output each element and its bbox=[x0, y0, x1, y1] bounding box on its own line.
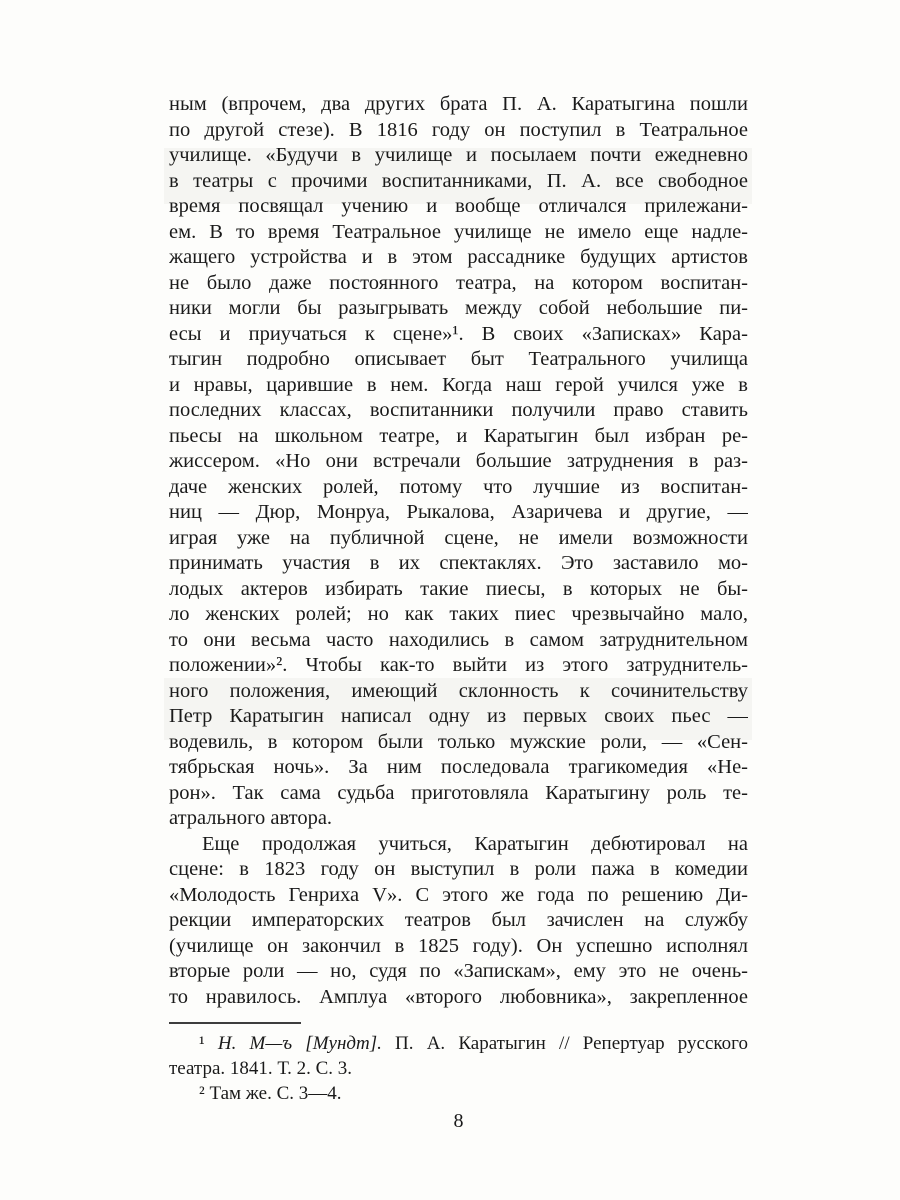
text-line: есы и приучаться к сцене»¹. В своих «Записках» Кара- bbox=[169, 322, 748, 345]
text-line: не было даже постоянного театра, на котором воспитан- bbox=[169, 271, 748, 294]
text-line: и нравы, царившие в нем. Когда наш герой учился уже в bbox=[169, 373, 748, 396]
footnote-text: театра. 1841. Т. 2. С. 3. bbox=[169, 1058, 353, 1079]
text-line: в театры с прочими воспитанниками, П. А. все свободное bbox=[169, 169, 748, 192]
text-line: училище. «Будучи в училище и посылаем почти ежедневно bbox=[169, 144, 748, 166]
page-number: 8 bbox=[453, 1110, 464, 1132]
footnotes bbox=[169, 1031, 748, 1106]
text-line: вторые роли — но, судя по «Запискам», ему это не очень- bbox=[169, 960, 748, 982]
text-line: жащего устройства и в этом рассаднике будущих артистов bbox=[169, 246, 748, 268]
text-line: жиссером. «Но они встречали большие затруднения в раз- bbox=[169, 450, 748, 472]
body-paragraphs bbox=[169, 92, 748, 1010]
text-line: положении»². Чтобы как-то выйти из этого затруднитель- bbox=[169, 654, 748, 676]
text-line: тыгин подробно описывает быт Театрального училища bbox=[169, 348, 748, 370]
footnote-text: ² Там же. С. 3—4. bbox=[199, 1083, 342, 1104]
footnote-text: П. А. Каратыгин // Репертуар русского bbox=[381, 1033, 748, 1054]
text-block bbox=[169, 92, 748, 1106]
text-line: пьесы на школьном театре, и Каратыгин был избран ре- bbox=[169, 424, 748, 447]
paragraph bbox=[169, 92, 748, 832]
text-line: принимать участия в их спектаклях. Это заставило мо- bbox=[169, 552, 748, 574]
footnote-line bbox=[169, 1056, 748, 1081]
text-line: даче женских ролей, потому что лучшие из воспитан- bbox=[169, 475, 748, 498]
footnote-item bbox=[169, 1031, 748, 1081]
footnote-line bbox=[169, 1081, 748, 1106]
text-line: ниц — Дюр, Монруа, Рыкалова, Азаричева и другие, — bbox=[169, 501, 748, 523]
text-line: «Молодость Генриха V». С этого же года по решению Ди- bbox=[169, 883, 748, 906]
footnote-divider bbox=[169, 1022, 301, 1024]
footnote-author-italic: Н. М—ъ [Мундт]. bbox=[217, 1033, 382, 1054]
text-line: последних классах, воспитанники получили право ставить bbox=[169, 399, 748, 421]
text-line: рекции императорских театров был зачислен на службу bbox=[169, 909, 748, 931]
text-line: тябрьская ночь». За ним последовала трагикомедия «Не- bbox=[169, 756, 748, 778]
text-line: то они весьма часто находились в самом затруднительном bbox=[169, 628, 748, 651]
text-line: Еще продолжая учиться, Каратыгин дебютировал на bbox=[202, 832, 748, 855]
text-line: время посвящал учению и вообще отличался прилежани- bbox=[169, 195, 748, 217]
text-line: сцене: в 1823 году он выступил в роли пажа в комедии bbox=[169, 858, 748, 880]
footnote-item bbox=[169, 1081, 748, 1106]
text-line: ло женских ролей; но как таких пиес чрезвычайно мало, bbox=[169, 603, 748, 625]
text-line: (училище он закончил в 1825 году). Он успешно исполнял bbox=[169, 934, 748, 957]
text-line: ем. В то время Театральное училище не имело еще надле- bbox=[169, 220, 748, 243]
text-line: ного положения, имеющий склонность к сочинительству bbox=[169, 679, 748, 702]
text-line: Петр Каратыгин написал одну из первых своих пьес — bbox=[169, 705, 748, 727]
footnote-text: ¹ bbox=[199, 1033, 218, 1054]
text-line: водевиль, в котором были только мужские роли, — «Сен- bbox=[169, 730, 748, 753]
text-line: играя уже на публичной сцене, не имели возможности bbox=[169, 526, 748, 549]
text-line: лодых актеров избирать такие пиесы, в которых не бы- bbox=[169, 577, 748, 600]
text-line: то нравилось. Амплуа «второго любовника», закрепленное bbox=[169, 985, 748, 1008]
text-line: по другой стезе). В 1816 году он поступил в Театральное bbox=[169, 118, 748, 141]
text-line: рон». Так сама судьба приготовляла Каратыгину роль те- bbox=[169, 781, 748, 804]
text-line: ным (впрочем, два других брата П. А. Каратыгина пошли bbox=[169, 93, 748, 115]
paragraph bbox=[169, 832, 748, 1011]
text-line: атрального автора. bbox=[169, 807, 333, 829]
footnote-line bbox=[169, 1031, 748, 1056]
text-line: ники могли бы разыгрывать между собой небольшие пи- bbox=[169, 297, 748, 319]
